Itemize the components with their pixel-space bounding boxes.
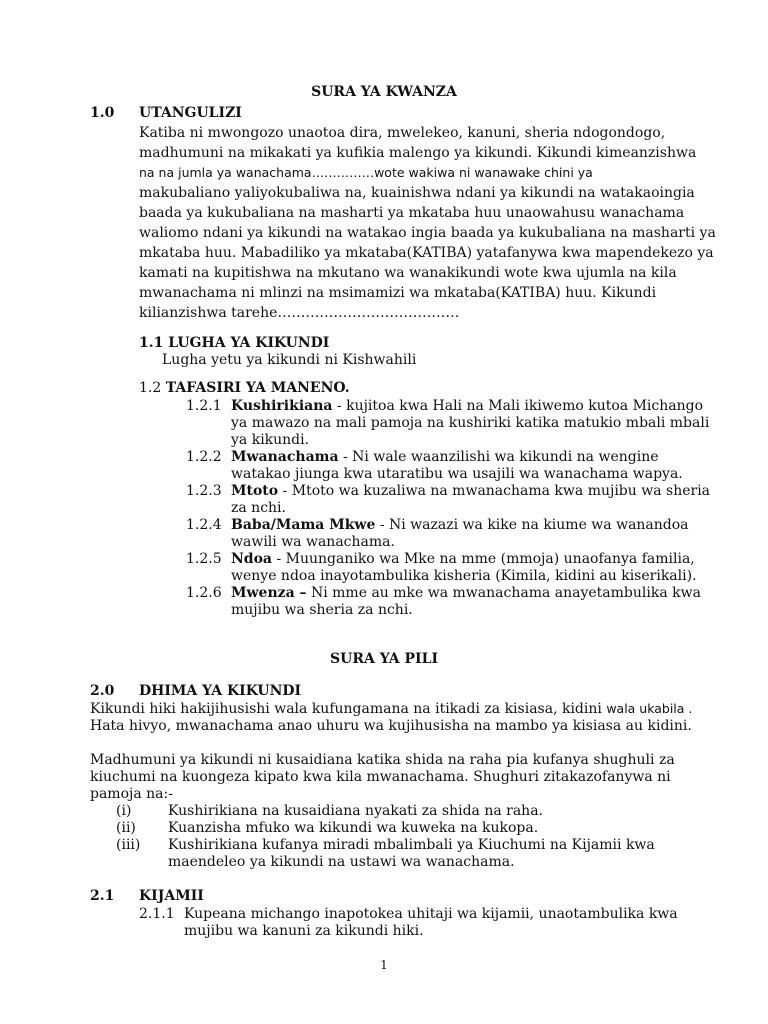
definition-number: 1.2.2: [186, 449, 222, 465]
paragraph-line: madhumuni na mikakati ya kufikia malengo ya kikundi. Kikundi kimeanzishwa: [139, 145, 697, 161]
madhumuni-line: Madhumuni ya kikundi ni kusaidiana katika shida na raha pia kufanya shughuli za: [90, 752, 675, 768]
definition-number: 1.2.3: [186, 483, 222, 499]
definition-line: [231, 550, 695, 568]
definition-term: Mwanachama: [231, 449, 339, 465]
definition-line: [231, 482, 710, 500]
kijamii-item-continuation: mujibu wa kanuni za kikundi hiki.: [184, 923, 424, 939]
definition-line: [231, 448, 659, 466]
definition-continuation: wawili wa wanachama.: [231, 534, 395, 550]
definition-continuation: za nchi.: [231, 500, 286, 516]
madhumuni-line: kiuchumi na kuongeza kipato kwa kila mwanachama. Shughuri zitakazofanywa ni: [90, 769, 671, 785]
dhima-line: Hata hivyo, mwanachama anao uhuru wa kujihusisha na mambo ya kisiasa au kidini.: [90, 718, 692, 734]
definition-continuation: ya mawazo na mali pamoja na kushiriki katika matukio mbali mbali: [231, 415, 710, 431]
definition-text: - Muunganiko wa Mke na mme (mmoja) unaofanya familia,: [272, 551, 695, 567]
definition-continuation: wenye ndoa inayotambulika kisheria (Kimila, kidini au kiserikali).: [231, 568, 697, 584]
section-title-utangulizi: UTANGULIZI: [139, 105, 242, 121]
definition-continuation: watakao jiunga kwa utaratibu wa usajili wa wanachama wapya.: [231, 466, 683, 482]
definition-continuation: mujibu wa sheria za nchi.: [231, 602, 413, 618]
paragraph-line: mkataba huu. Mabadiliko ya mkataba(KATIBA) yatafanywa kwa mapendekezo ya: [139, 245, 714, 261]
page-number: 1: [380, 958, 388, 972]
definition-text: Ni mme au mke wa mwanachama anayetambulika kwa: [306, 585, 701, 601]
list-number: (iii): [116, 837, 141, 853]
kijamii-item-number: 2.1.1: [139, 906, 175, 922]
subsection-number: 1.1: [139, 335, 164, 351]
definition-term: Ndoa: [231, 551, 272, 567]
madhumuni-line: pamoja na:-: [90, 786, 173, 802]
kijamii-item-text: Kupeana michango inapotokea uhitaji wa kijamii, unaotambulika kwa: [184, 906, 678, 922]
paragraph-line: Katiba ni mwongozo unaotoa dira, mwelekeo, kanuni, sheria ndogondogo,: [139, 125, 666, 141]
paragraph-text: Kikundi hiki hakijihusishi wala kufungamana na itikadi za kisiasa, kidini: [90, 701, 607, 717]
paragraph-line: kamati na kupitishwa na mkutano wa wanakikundi wote kwa ujumla na kila: [139, 265, 677, 281]
definition-text: - Ni wale waanzilishi wa kikundi na wengine: [338, 449, 659, 465]
definition-number: 1.2.1: [186, 398, 222, 414]
definition-text: - Mtoto wa kuzaliwa na mwanachama kwa mujibu wa sheria: [278, 483, 711, 499]
section-title-dhima: DHIMA YA KIKUNDI: [139, 683, 302, 699]
list-item-continuation: maendeleo ya kikundi na ustawi wa wanachama.: [168, 854, 515, 870]
subsection-number: 1.2: [139, 380, 162, 396]
paragraph-line: [139, 164, 593, 182]
definition-line: [231, 516, 689, 534]
definition-term: Mtoto: [231, 483, 279, 499]
definition-continuation: ya kikundi.: [231, 432, 310, 448]
definition-term: Mwenza –: [231, 585, 307, 601]
list-item: Kushirikiana na kusaidiana nyakati za shida na raha.: [168, 803, 543, 819]
list-item: Kushirikiana kufanya miradi mbalimbali ya Kiuchumi na Kijamii kwa: [168, 837, 655, 853]
section-number-2-1: 2.1: [90, 888, 115, 904]
section-number-2-0: 2.0: [90, 683, 115, 699]
subsection-heading-1-1: [139, 334, 329, 352]
definition-number: 1.2.5: [186, 551, 222, 567]
paragraph-text: wala ukabila .: [606, 701, 693, 716]
subsection-title: TAFASIRI YA MANENO.: [165, 380, 350, 396]
definition-number: 1.2.4: [186, 517, 222, 533]
definition-line: [231, 397, 703, 415]
chapter-heading-2: SURA YA PILI: [330, 651, 438, 667]
definition-text: - Ni wazazi wa kike na kiume wa wanandoa: [375, 517, 689, 533]
dhima-line: [90, 700, 692, 718]
list-number: (ii): [116, 820, 136, 836]
paragraph-text: wote wakiwa ni wanawake chini ya: [374, 165, 593, 180]
paragraph-line: kilianzishwa tarehe…………………………………: [139, 305, 460, 321]
language-statement: Lugha yetu ya kikundi ni Kishwahili: [162, 352, 417, 368]
subsection-heading-1-2: [139, 379, 350, 397]
chapter-heading-1: SURA YA KWANZA: [311, 84, 457, 100]
definition-number: 1.2.6: [186, 585, 222, 601]
definition-text: - kujitoa kwa Hali na Mali ikiwemo kutoa Michango: [332, 398, 704, 414]
definition-line: [231, 584, 701, 602]
paragraph-line: waliomo ndani ya kikundi na watakao ingia baada ya kukubaliana na masharti ya: [139, 225, 716, 241]
list-number: (i): [116, 803, 132, 819]
list-item: Kuanzisha mfuko wa kikundi wa kuweka na kukopa.: [168, 820, 539, 836]
paragraph-line: mwanachama ni mlinzi na msimamizi wa mkataba(KATIBA) huu. Kikundi: [139, 285, 657, 301]
section-number-1-0: 1.0: [90, 105, 115, 121]
subsection-title: LUGHA YA KIKUNDI: [168, 335, 330, 351]
paragraph-text: na na jumla ya wanachama……………: [139, 165, 375, 180]
paragraph-line: baada ya kukubaliana na masharti ya mkataba huu unaowahusu wanachama: [139, 205, 685, 221]
definition-term: Kushirikiana: [231, 398, 333, 414]
section-title-kijamii: KIJAMII: [139, 888, 204, 904]
paragraph-line: makubaliano yaliyokubaliwa na, kuainishwa ndani ya kikundi na watakaoingia: [139, 185, 695, 201]
definition-term: Baba/Mama Mkwe: [231, 517, 376, 533]
